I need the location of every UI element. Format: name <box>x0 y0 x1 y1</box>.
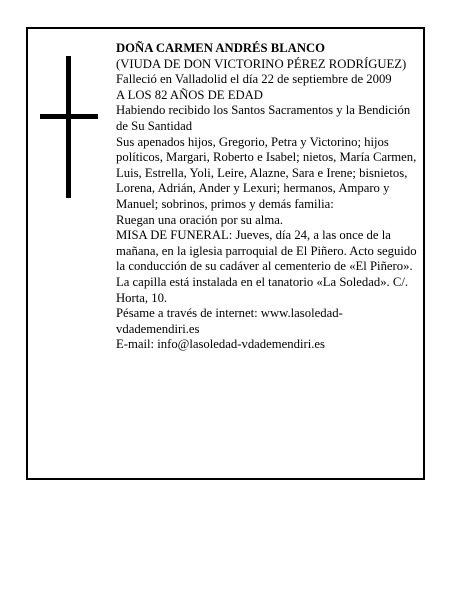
deceased-name: DOÑA CARMEN ANDRÉS BLANCO <box>116 41 326 55</box>
cross-horizontal-bar <box>40 114 98 119</box>
widow-of-line: (VIUDA DE DON VICTORINO PÉREZ RODRÍGUEZ) <box>116 56 407 71</box>
obituary-notice <box>26 27 425 480</box>
chapel-paragraph: La capilla está instalada en el tanatorio «La Soledad». C/. Horta, 10. <box>116 274 409 305</box>
age-line: A LOS 82 AÑOS DE EDAD <box>116 87 263 102</box>
condolences-line: Pésame a través de internet: www.lasoledad-vdademendiri.es <box>116 306 343 336</box>
death-date-line: Falleció en Valladolid el día 22 de septiembre de 2009 <box>116 72 392 87</box>
cross-vertical-bar <box>66 56 71 198</box>
funeral-paragraph: MISA DE FUNERAL: Jueves, día 24, a las once de la mañana, en la iglesia parroquial de El Piñero. Acto seguido la conducción de su cadáver al cementerio de «El Piñero». <box>116 228 417 274</box>
email-line: E-mail: info@lasoledad-vdademendiri.es <box>116 337 325 352</box>
latin-cross-icon <box>40 56 98 198</box>
obituary-text <box>116 41 418 353</box>
prayer-line: Ruegan una oración por su alma. <box>116 212 284 227</box>
family-paragraph: Sus apenados hijos, Gregorio, Petra y Victorino; hijos políticos, Margari, Roberto e Isabel; nietos, María Carmen, Luis, Estrella, Yoli, Leire, Alazne, Sara e Irene; bisnietos, Lorena, Adrián, Ander y Lexuri; hermanos, Amparo y Manuel; sobrinos, primos y demás familia: <box>116 134 417 211</box>
sacraments-line: Habiendo recibido los Santos Sacramentos y la Bendición de Su Santidad <box>116 103 411 133</box>
